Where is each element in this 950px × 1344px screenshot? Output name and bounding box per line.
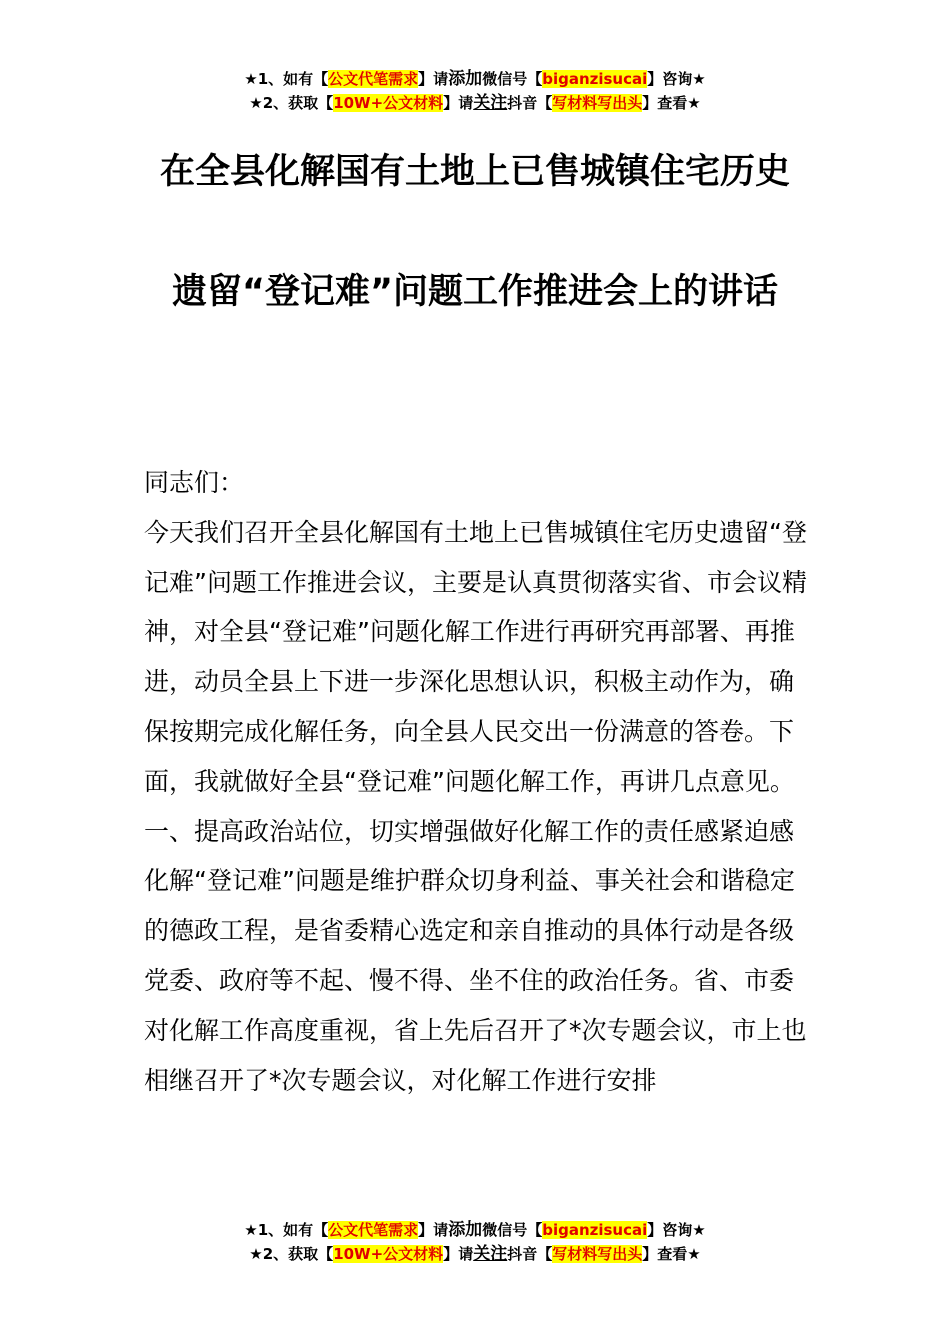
highlight-text: 10W+公文材料 [333,94,444,112]
banner-text: 】请 [418,1221,449,1239]
paragraph-intro: 今天我们召开全县化解国有土地上已售城镇住宅历史遗留“登记难”问题工作推进会议，主要是认真贯彻落实省、市会议精神，对全县“登记难”问题化解工作进行再研究再部署、再推进，动员全县上下进一步深化思想认识，积极主动作为，确保按期完成化解任务，向全县人民交出一份满意的答卷。下面，我就做好全县“登记难”问题化解工作，再讲几点意见。 [144,517,807,796]
banner-text: ★2、获取【 [249,1245,334,1263]
douyin-id-highlight: 写材料写出头 [552,94,643,112]
section-heading-1: 一、提高政治站位，切实增强做好化解工作的责任感紧迫感 [144,816,795,846]
emphasis-text: 关注 [473,1244,508,1264]
douyin-id-highlight: 写材料写出头 [552,1245,643,1263]
document-title-line-1: 在全县化解国有土地上已售城镇住宅历史 [159,152,790,192]
banner-text: 】咨询★ [647,70,706,88]
emphasis-text: 添加 [448,1220,483,1240]
banner-text: 】请 [443,1245,474,1263]
banner-text: 】请 [443,94,474,112]
banner-line-1 [0,1218,950,1242]
banner-text: 微信号【 [482,1221,543,1239]
top-promo-banner [0,67,950,115]
wechat-id-highlight: biganzisucai [542,70,648,88]
highlight-text: 公文代笔需求 [328,1221,419,1239]
salutation: 同志们： [144,468,245,497]
emphasis-text: 添加 [448,69,483,89]
speech-body [144,458,808,1105]
banner-text: ★1、如有【 [244,1221,329,1239]
banner-text: 抖音【 [507,94,553,112]
highlight-text: 10W+公文材料 [333,1245,444,1263]
banner-line-2 [0,1242,950,1266]
emphasis-text: 关注 [473,93,508,113]
paragraph-section-1: 化解“登记难”问题是维护群众切身利益、事关社会和谐稳定的德政工程，是省委精心选定和亲自推动的具体行动是各级党委、政府等不起、慢不得、坐不住的政治任务。省、市委对化解工作高度重视，省上先后召开了*次专题会议，市上也相继召开了*次专题会议，对化解工作进行安排 [144,866,807,1095]
wechat-id-highlight: biganzisucai [542,1221,648,1239]
banner-text: 】咨询★ [647,1221,706,1239]
document-title-line-2: 遗留“登记难”问题工作推进会上的讲话 [171,272,778,312]
bottom-promo-banner [0,1218,950,1266]
banner-text: 】请 [418,70,449,88]
banner-text: 】查看★ [642,1245,701,1263]
banner-text: 】查看★ [642,94,701,112]
banner-line-1 [0,67,950,91]
banner-text: ★2、获取【 [249,94,334,112]
banner-text: 抖音【 [507,1245,553,1263]
highlight-text: 公文代笔需求 [328,70,419,88]
banner-line-2 [0,91,950,115]
banner-text: ★1、如有【 [244,70,329,88]
banner-text: 微信号【 [482,70,543,88]
